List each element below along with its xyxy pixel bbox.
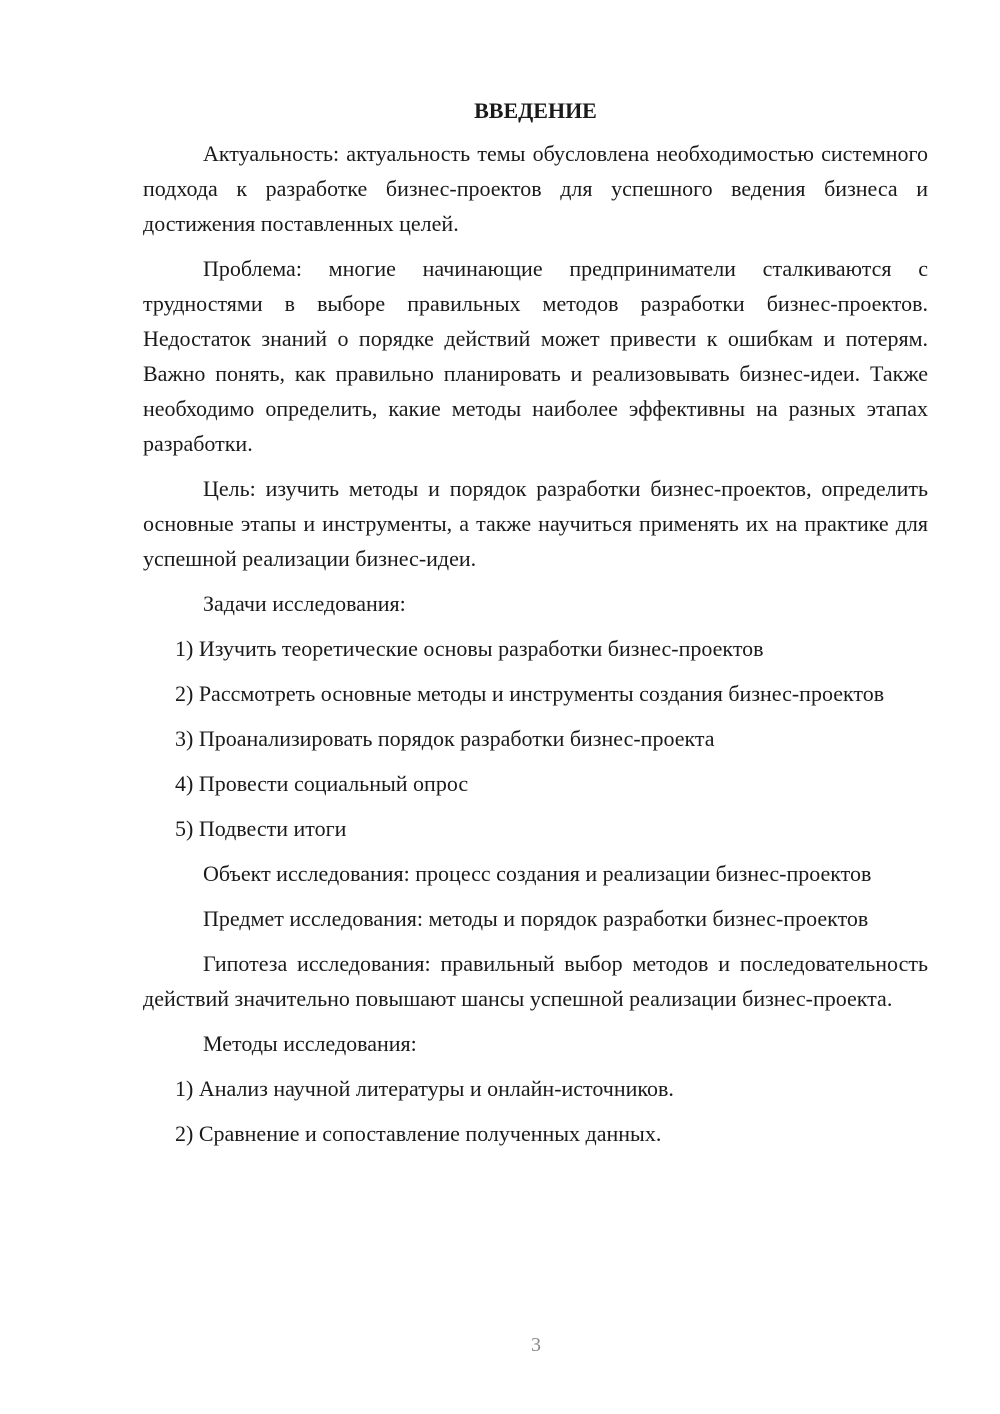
tasks-title: Задачи исследования:: [203, 591, 406, 616]
document-page: [143, 96, 928, 1161]
task-item-5: 5) Подвести итоги: [175, 816, 347, 841]
goal-paragraph: Цель: изучить методы и порядок разработки бизнес-проектов, определить основные этапы и инструменты, а также научиться применять их на практике для успешной реализации бизнес-идеи.: [143, 476, 928, 571]
section-heading: ВВЕДЕНИЕ: [474, 98, 597, 123]
page-number: 3: [531, 1334, 541, 1356]
object-paragraph: Объект исследования: процесс создания и реализации бизнес-проектов: [203, 861, 872, 886]
relevance-paragraph: Актуальность: актуальность темы обусловлена необходимостью системного подхода к разработке бизнес-проектов для успешного ведения бизнеса и достижения поставленных целей.: [143, 141, 928, 236]
task-item-3: 3) Проанализировать порядок разработки бизнес-проекта: [175, 726, 715, 751]
problem-paragraph: Проблема: многие начинающие предприниматели сталкиваются с трудностями в выборе правильных методов разработки бизнес-проектов. Недостаток знаний о порядке действий может привести к ошибкам и потерям. Важно понять, как правильно планировать и реализовывать бизнес-идеи. Также необходимо определить, какие методы наиболее эффективны на разных этапах разработки.: [143, 256, 928, 456]
method-item-1: 1) Анализ научной литературы и онлайн-источников.: [175, 1076, 674, 1101]
hypothesis-paragraph: Гипотеза исследования: правильный выбор методов и последовательность действий значительно повышают шансы успешной реализации бизнес-проекта.: [143, 951, 928, 1011]
method-item-2: 2) Сравнение и сопоставление полученных данных.: [175, 1121, 662, 1146]
task-item-1: 1) Изучить теоретические основы разработки бизнес-проектов: [175, 636, 764, 661]
subject-paragraph: Предмет исследования: методы и порядок разработки бизнес-проектов: [203, 906, 869, 931]
task-item-2: 2) Рассмотреть основные методы и инструменты создания бизнес-проектов: [175, 681, 885, 706]
task-item-4: 4) Провести социальный опрос: [175, 771, 469, 796]
methods-title: Методы исследования:: [203, 1031, 417, 1056]
